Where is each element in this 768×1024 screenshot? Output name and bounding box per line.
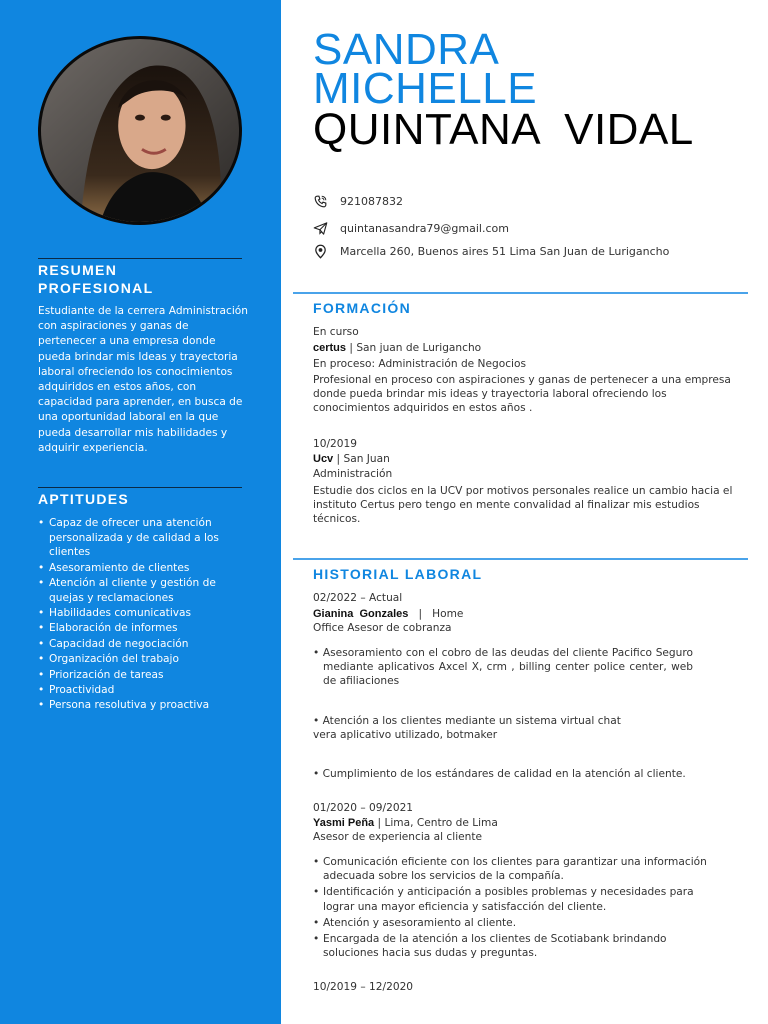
skills-heading: APTITUDES <box>38 491 130 507</box>
education-date: En curso <box>313 326 359 338</box>
education-title: En proceso: Administración de Negocios <box>313 358 526 370</box>
job-role: Office Asesor de cobranza <box>313 622 452 634</box>
skill-item: • Capacidad de negociación <box>38 637 253 652</box>
contact-email <box>311 220 509 236</box>
job-company: Gianina Gonzales <box>313 608 409 620</box>
education-institution-line <box>313 452 390 467</box>
email-text: quintanasandra79@gmail.com <box>340 221 509 235</box>
skill-item: • Proactividad <box>38 683 253 698</box>
experience-rule <box>293 558 748 560</box>
job-bullet: • Asesoramiento con el cobro de las deudas del cliente Pacifico Seguro mediante aplicativos Axcel X, crm , billing center police center, web de afiliaciones <box>313 647 693 688</box>
skill-item: • Capaz de ofrecer una atención personalizada y de calidad a los clientes <box>38 516 253 560</box>
skill-item: • Priorización de tareas <box>38 668 253 683</box>
job-bullet: • Identificación y anticipación a posibles problemas y necesidades para lograr una mayor eficiencia y satisfacción del cliente. <box>313 885 708 913</box>
job-company-line <box>313 816 498 831</box>
job-location: | Home <box>408 608 464 620</box>
skill-item: • Asesoramiento de clientes <box>38 561 253 576</box>
education-date: 10/2019 <box>313 438 358 450</box>
skill-item: • Elaboración de informes <box>38 621 253 636</box>
skill-item: • Organización del trabajo <box>38 652 253 667</box>
summary-top-rule <box>38 258 242 259</box>
skill-item: • Habilidades comunicativas <box>38 606 253 621</box>
experience-heading: HISTORIAL LABORAL <box>313 566 483 582</box>
education-description: Profesional en proceso con aspiraciones y ganas de pertenecer a una empresa donde pueda brindar mis ideas y trayectoria laboral ofreciendo los conocimientos adquiridos en estos años . <box>313 374 731 415</box>
skills-top-rule <box>38 487 242 488</box>
education-institution: Ucv <box>313 453 334 465</box>
education-institution-line <box>313 341 481 356</box>
job-date: 01/2020 – 09/2021 <box>313 802 414 814</box>
address-text: Marcella 260, Buenos aires 51 Lima San Juan de Lurigancho <box>340 244 670 258</box>
job-bullet-list <box>313 855 708 962</box>
job-location: | Lima, Centro de Lima <box>374 817 498 829</box>
skills-list <box>38 516 253 714</box>
job-bullet: • Comunicación eficiente con los clientes para garantizar una información adecuada sobre los servicios de la compañía. <box>313 855 708 883</box>
education-location: | San Juan <box>333 453 390 465</box>
send-icon <box>311 220 329 236</box>
education-heading: FORMACIÓN <box>313 300 412 316</box>
job-bullet-continued: vera aplicativo utilizado, botmaker <box>313 729 498 741</box>
first-name-line2: MICHELLE <box>313 64 538 113</box>
summary-text: Estudiante de la cerrera Administración con aspiraciones y ganas de pertenecer a una empresa donde pueda brindar mis Ideas y trayectoria laboral ofreciendo los conocimientos adquiridos en estos años, con capacidad para aprender, en busca de una oportunidad laboral en la que pueda desarrollar mis habilidades y adquirir experiencia. <box>38 305 248 454</box>
job-bullet: • Atención y asesoramiento al cliente. <box>313 916 708 930</box>
first-name-line1: SANDRA <box>313 25 500 74</box>
phone-icon <box>311 193 329 209</box>
profile-photo <box>38 36 242 225</box>
education-description: Estudie dos ciclos en la UCV por motivos personales realice un cambio hacia el instituto Certus pero tengo en mente convalidad al finalizar mis estudios técnicos. <box>313 485 733 526</box>
phone-text: 921087832 <box>340 194 403 208</box>
education-rule <box>293 292 748 294</box>
skill-item: • Atención al cliente y gestión de quejas y reclamaciones <box>38 576 253 605</box>
job-company-line <box>313 607 463 622</box>
job-bullet: • Encargada de la atención a los clientes de Scotiabank brindando soluciones hacia sus dudas y preguntas. <box>313 932 708 960</box>
education-institution: certus <box>313 342 347 354</box>
job-date: 10/2019 – 12/2020 <box>313 981 414 993</box>
education-title: Administración <box>313 468 393 480</box>
job-bullet: • Atención a los clientes mediante un sistema virtual chat <box>313 715 621 727</box>
job-company: Yasmi Peña <box>313 817 375 829</box>
summary-heading-line1: RESUMEN <box>38 262 118 278</box>
job-date: 02/2022 – Actual <box>313 592 403 604</box>
contact-address <box>311 243 669 259</box>
job-bullet: • Cumplimiento de los estándares de calidad en la atención al cliente. <box>313 768 686 780</box>
skill-item: • Persona resolutiva y proactiva <box>38 698 253 713</box>
job-role: Asesor de experiencia al cliente <box>313 831 483 843</box>
education-location: | San juan de Lurigancho <box>346 342 482 354</box>
sidebar <box>0 0 281 1024</box>
location-pin-icon <box>311 243 329 259</box>
contact-phone <box>311 193 403 209</box>
summary-heading-line2: PROFESIONAL <box>38 280 154 296</box>
last-name: QUINTANA VIDAL <box>313 105 694 154</box>
